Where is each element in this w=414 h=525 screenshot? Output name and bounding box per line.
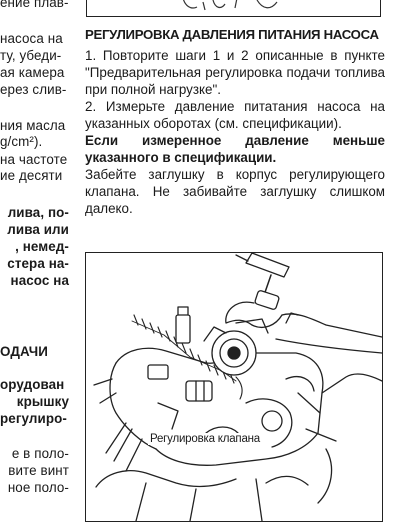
left-column-line: , немед- [15, 239, 69, 254]
left-column-line: ая камера [0, 65, 65, 80]
left-column-cropped-text [0, 0, 72, 525]
left-column-line: g/cm²). [0, 134, 43, 149]
left-column-line: насоса на [0, 31, 63, 46]
hammer-icon [236, 253, 289, 310]
left-column-line: насос на [10, 273, 69, 288]
previous-figure-fragment [87, 0, 380, 16]
left-column-line: е в поло- [11, 446, 69, 461]
condition-text: Если измеренное давление меньше указанного в спецификации. [85, 133, 385, 165]
step-2-text: 2. Измерьте давление питатания насоса на указанных оборотах (см. спецификации). [85, 99, 385, 131]
section-title: РЕГУЛИРОВКА ДАВЛЕНИЯ ПИТАНИЯ НАСОСА [85, 27, 379, 42]
left-column-line: ту, убеди- [0, 48, 62, 63]
left-column-line: регулиро- [0, 411, 67, 426]
left-column-line: вите винт [8, 463, 69, 478]
previous-figure-frame [86, 0, 381, 17]
instruction-text: Забейте заглушку в корпус регулирующего клапана. Не забивайте заглушку слишком далеко. [85, 167, 385, 216]
left-column-line: ерез слив- [0, 82, 67, 97]
left-column-line: ие десяти [0, 168, 63, 183]
valve-adjustment-figure [85, 252, 383, 522]
pump-illustration [86, 253, 382, 521]
left-column-line: крышку [16, 394, 69, 409]
left-column-line: ное поло- [7, 480, 69, 495]
left-column-line: ния масла [0, 118, 66, 133]
step-1-text: 1. Повторите шаги 1 и 2 описанные в пункте "Предварительная регулировка подачи топлива при полной нагрузке". [85, 48, 385, 97]
left-column-line: на частоте [0, 152, 68, 167]
valve-housing [212, 331, 256, 375]
left-column-line: лива, по- [7, 205, 69, 220]
left-column-line: лива или [7, 222, 69, 237]
left-column-line: ОДАЧИ [0, 344, 48, 359]
left-column-line: ение плав- [0, 0, 69, 10]
figure-caption: Регулировка клапана [150, 433, 260, 445]
left-column-line: стера на- [7, 256, 69, 271]
left-column-line: орудован [0, 377, 65, 392]
main-article [85, 26, 385, 217]
